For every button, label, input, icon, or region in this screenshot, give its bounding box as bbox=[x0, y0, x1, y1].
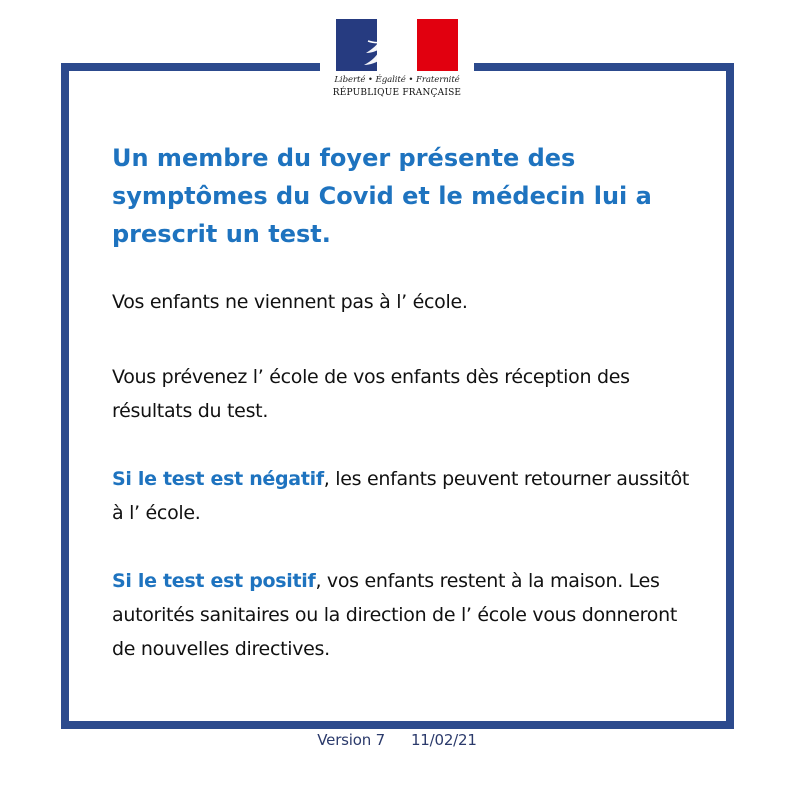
paragraph-negative-test bbox=[112, 462, 697, 530]
version-label: Version 7 bbox=[317, 731, 385, 749]
page-title: Un membre du foyer présente des symptômes du Covid et le médecin lui a prescrit un test. bbox=[112, 144, 652, 248]
positive-test-text: , vos enfants restent à la maison. Les autorités sanitaires ou la direction de l’ école vous donneront de nouvelles directives. bbox=[112, 570, 677, 660]
marianne-flag-icon bbox=[336, 19, 458, 71]
logo-name: RÉPUBLIQUE FRANÇAISE bbox=[332, 88, 462, 98]
paragraph-positive-test bbox=[112, 564, 697, 666]
paragraph-notify-school: Vous prévenez l’ école de vos enfants dès réception des résultats du test. bbox=[112, 366, 630, 422]
negative-test-text: , les enfants peuvent retourner aussitôt à l’ école. bbox=[112, 468, 690, 524]
footer bbox=[0, 731, 794, 749]
negative-test-highlight: Si le test est négatif bbox=[112, 468, 324, 490]
republique-francaise-logo bbox=[320, 8, 474, 112]
paragraph-children-stay-home: Vos enfants ne viennent pas à l’ école. bbox=[112, 291, 468, 313]
positive-test-highlight: Si le test est positif bbox=[112, 570, 316, 592]
logo-motto: Liberté • Égalité • Fraternité bbox=[334, 75, 460, 85]
version-date: 11/02/21 bbox=[410, 731, 477, 749]
